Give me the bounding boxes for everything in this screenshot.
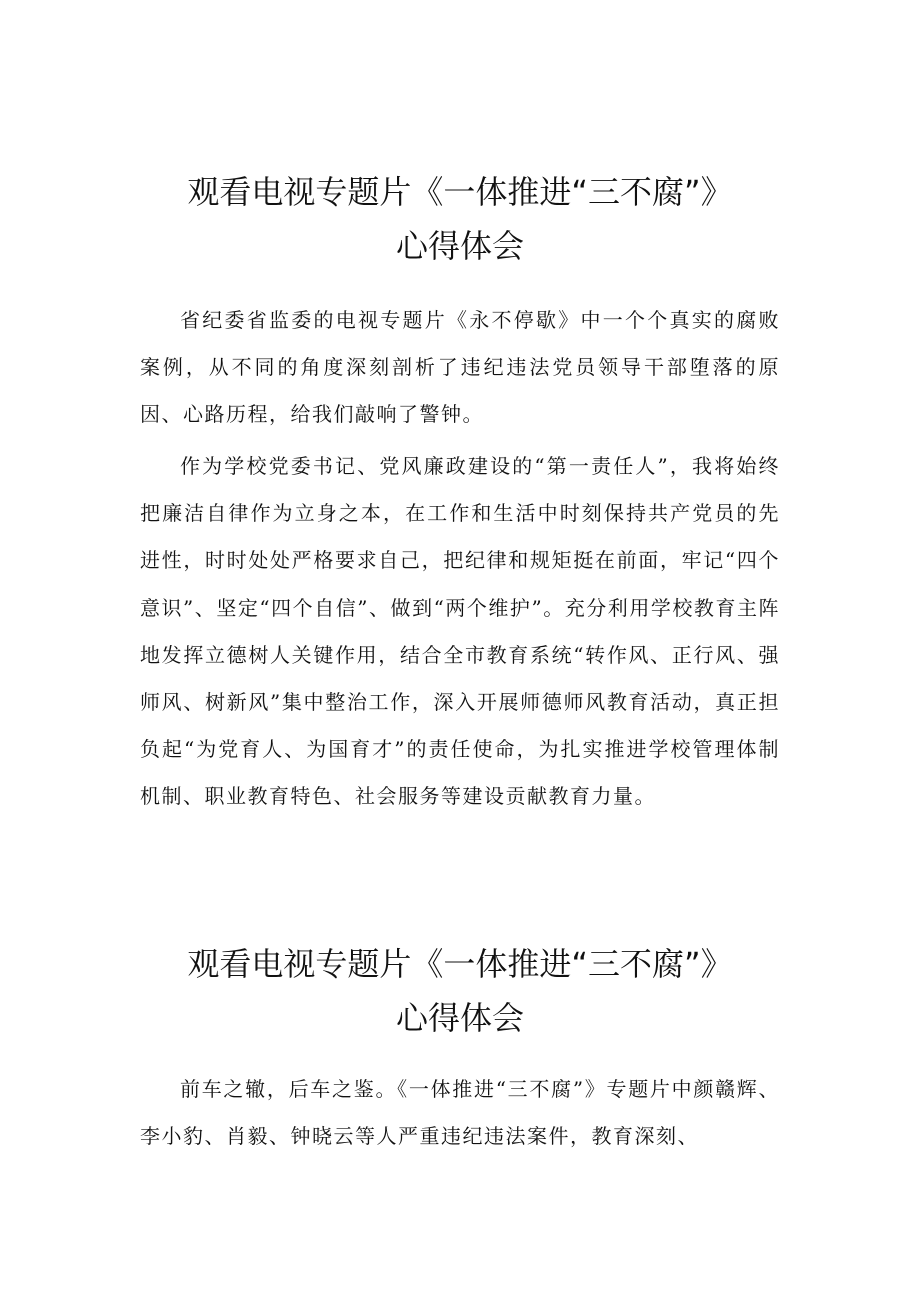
section-1-paragraph-2: 作为学校党委书记、党风廉政建设的“第一责任人”，我将始终把廉洁自律作为立身之本，在工作和生活中时刻保持共产党员的先进性，时时处处严格要求自己，把纪律和规矩挺在前面，牢记“四个意识”、坚定“四个自信”、做到“两个维护”。充分利用学校教育主阵地发挥立德树人关键作用，结合全市教育系统“转作风、正行风、强师风、树新风”集中整治工作，深入开展师德师风教育活动，真正担负起“为党育人、为国育才”的责任使命，为扎实推进学校管理体制机制、职业教育特色、社会服务等建设贡献教育力量。	[140, 454, 780, 809]
section-2-title-line-1: 观看电视专题片《一体推进“三不腐”》	[187, 945, 733, 983]
section-1-paragraph-1: 省纪委省监委的电视专题片《永不停歇》中一个个真实的腐败案例，从不同的角度深刻剖析了违纪违法党员领导干部堕落的原因、心路历程，给我们敲响了警钟。	[140, 308, 780, 427]
section-1-title-line-1: 观看电视专题片《一体推进“三不腐”》	[187, 173, 733, 211]
section-2-paragraph-1: 前车之辙，后车之鉴。《一体推进“三不腐”》专题片中颜赣辉、李小豹、肖毅、钟晓云等人严重违纪违法案件，教育深刻、	[140, 1077, 780, 1149]
section-2-title-line-2: 心得体会	[395, 999, 524, 1037]
section-1-title-line-2: 心得体会	[395, 227, 524, 265]
section-2-title	[100, 937, 820, 1045]
section-1-title	[100, 165, 820, 273]
